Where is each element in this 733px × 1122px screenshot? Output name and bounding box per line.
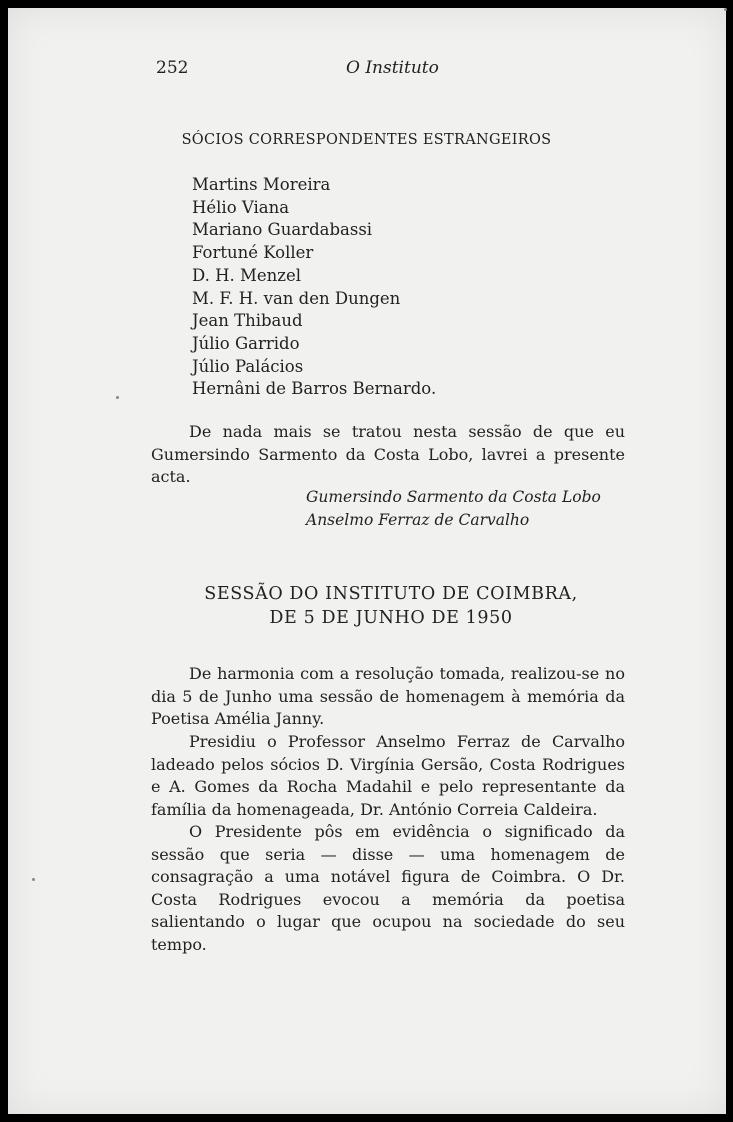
session-title-line: SESSÃO DO INSTITUTO DE COIMBRA, [204, 584, 578, 604]
signature: Gumersindo Sarmento da Costa Lobo [306, 488, 601, 506]
signature: Anselmo Ferraz de Carvalho [306, 511, 530, 529]
running-title: O Instituto [346, 58, 439, 78]
scan-speck [724, 8, 727, 11]
scan-speck [116, 396, 119, 399]
page-header [156, 58, 576, 84]
member-name: M. F. H. van den Dungen [192, 288, 401, 308]
scan-speck [32, 878, 35, 881]
page-number: 252 [156, 58, 189, 78]
session-paragraph: Presidiu o Professor Anselmo Ferraz de Carvalho ladeado pelos sócios D. Virgínia Gersão, Costa Rodrigues e A. Gomes da Rocha Madahil e pelo representante da família da homenageada, Dr. António Correia Caldeira. [151, 732, 625, 819]
member-name: Hernâni de Barros Bernardo. [192, 379, 437, 399]
closing-paragraph: De nada mais se tratou nesta sessão de que eu Gumersindo Sarmento da Costa Lobo, lavrei a presente acta. [151, 422, 625, 486]
session-title-line: DE 5 DE JUNHO DE 1950 [269, 608, 513, 628]
foreign-members-heading: SÓCIOS CORRESPONDENTES ESTRANGEIROS [181, 132, 552, 148]
member-name: Jean Thibaud [192, 311, 303, 331]
member-name: Júlio Palácios [192, 356, 304, 376]
foreign-members-list [192, 174, 436, 401]
session-title [0, 582, 733, 630]
member-name: Júlio Garrido [192, 333, 300, 353]
session-paragraph: O Presidente pôs em evidência o significado da sessão que seria — disse — uma homenagem de consagração a uma notável figura de Coimbra. O Dr. Costa Rodrigues evocou a memória da poetisa salientando o lugar que ocupou na sociedade do seu tempo. [151, 822, 625, 954]
member-name: Fortuné Koller [192, 243, 314, 263]
session-paragraph: De harmonia com a resolução tomada, realizou-se no dia 5 de Junho uma sessão de homenagem à memória da Poetisa Amélia Janny. [151, 664, 625, 728]
signature-block [306, 486, 601, 532]
member-name: D. H. Menzel [192, 265, 302, 285]
member-name: Martins Moreira [192, 175, 331, 194]
member-name: Hélio Viana [192, 197, 290, 217]
member-name: Mariano Guardabassi [192, 220, 373, 240]
